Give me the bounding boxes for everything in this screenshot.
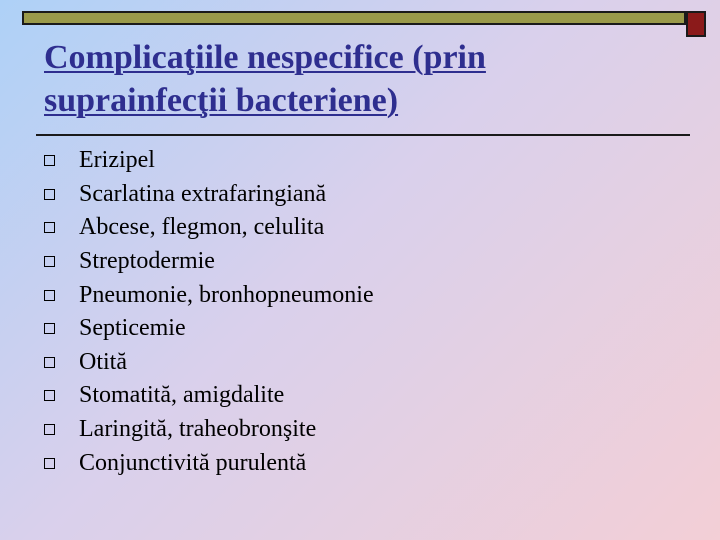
list-item-text: Abcese, flegmon, celulita	[79, 214, 325, 241]
hollow-square-bullet-icon	[44, 155, 55, 166]
slide-title-line-2: suprainfecţii bacteriene)	[44, 82, 399, 119]
hollow-square-bullet-icon	[44, 390, 55, 401]
decorative-top-bar	[22, 11, 686, 25]
hollow-square-bullet-icon	[44, 256, 55, 267]
title-divider	[36, 134, 690, 136]
list-item-text: Streptodermie	[79, 248, 215, 275]
list-item	[44, 245, 374, 279]
list-item-text: Stomatită, amigdalite	[79, 382, 285, 409]
list-item-text: Septicemie	[79, 315, 186, 342]
hollow-square-bullet-icon	[44, 323, 55, 334]
list-item-text: Scarlatina extrafaringiană	[79, 180, 327, 207]
hollow-square-bullet-icon	[44, 290, 55, 301]
list-item	[44, 144, 374, 178]
list-item	[44, 346, 374, 380]
hollow-square-bullet-icon	[44, 357, 55, 368]
list-item-text: Erizipel	[79, 147, 155, 174]
slide-title	[44, 36, 604, 122]
list-item-text: Pneumonie, bronhopneumonie	[79, 281, 374, 308]
list-item	[44, 178, 374, 212]
complications-list	[44, 144, 374, 480]
list-item	[44, 278, 374, 312]
list-item	[44, 413, 374, 447]
list-item-text: Conjunctivită purulentă	[79, 449, 307, 476]
list-item	[44, 312, 374, 346]
list-item	[44, 379, 374, 413]
slide-title-line-1: Complicaţiile nespecifice (prin	[44, 39, 486, 76]
list-item-text: Laringită, traheobronşite	[79, 416, 317, 443]
hollow-square-bullet-icon	[44, 189, 55, 200]
list-item	[44, 446, 374, 480]
hollow-square-bullet-icon	[44, 222, 55, 233]
hollow-square-bullet-icon	[44, 458, 55, 469]
list-item	[44, 211, 374, 245]
list-item-text: Otită	[79, 348, 127, 375]
hollow-square-bullet-icon	[44, 424, 55, 435]
decorative-corner-square	[686, 11, 706, 37]
